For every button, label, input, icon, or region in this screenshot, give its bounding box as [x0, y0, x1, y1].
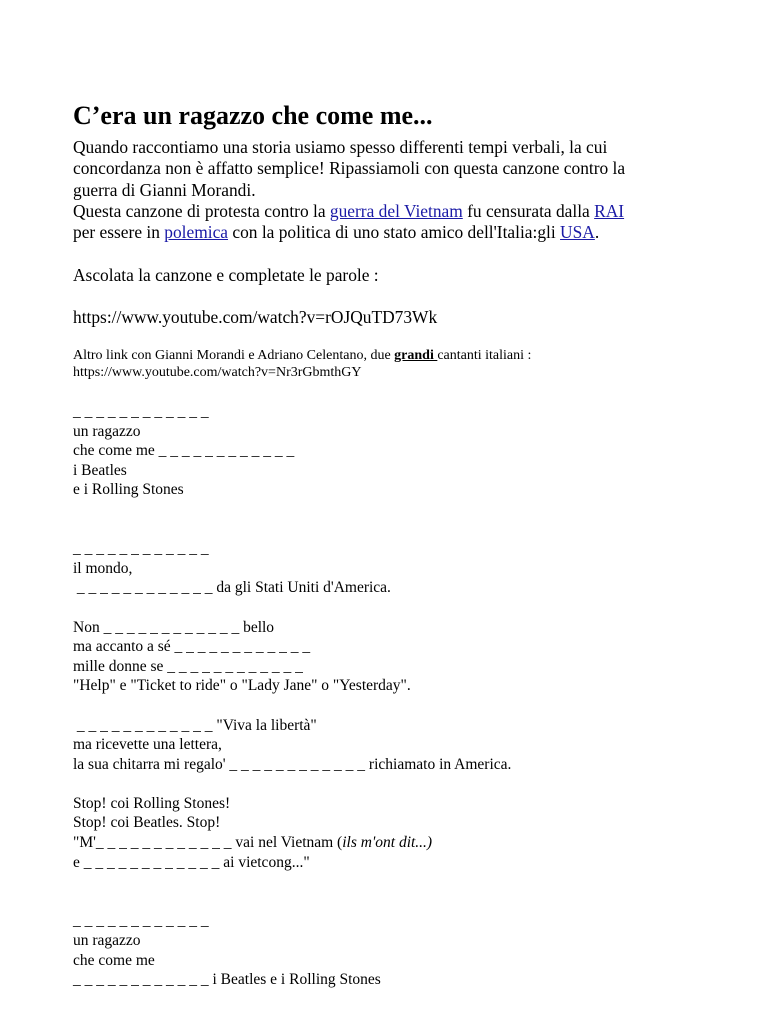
- spacer: [73, 774, 693, 794]
- spacer: [73, 243, 713, 264]
- spacer: [73, 872, 693, 892]
- lyric-line: un ragazzo: [73, 422, 141, 440]
- intro-text: con la politica di uno stato amico dell'Italia:gli: [228, 222, 561, 243]
- lyric-line: che come me _ _ _ _ _ _ _ _ _ _ _ _: [73, 442, 295, 460]
- lyric-line: _ _ _ _ _ _ _ _ _ _ _ _ i Beatles e i Rolling Stones: [73, 971, 381, 989]
- lyric-line: e _ _ _ _ _ _ _ _ _ _ _ _ ai vietcong...": [73, 853, 310, 871]
- page-title: C’era un ragazzo che come me...: [73, 101, 433, 130]
- lyrics-exercise: [73, 402, 693, 990]
- spacer: [73, 892, 693, 912]
- intro-line: [73, 201, 713, 222]
- lyric-line: ma ricevette una lettera,: [73, 736, 222, 754]
- lyric-line: _ _ _ _ _ _ _ _ _ _ _ _: [73, 912, 209, 930]
- intro-line: guerra di Gianni Morandi.: [73, 179, 256, 200]
- vietnam-war-link[interactable]: guerra del Vietnam: [329, 200, 463, 221]
- second-youtube-url: https://www.youtube.com/watch?v=Nr3rGbmthGY: [73, 365, 362, 380]
- note-text: cantanti italiani :: [437, 348, 532, 363]
- spacer: [73, 500, 693, 520]
- lyric-line: e i Rolling Stones: [73, 481, 184, 499]
- instruction-text: Ascolata la canzone e completate le parole :: [73, 264, 379, 285]
- lyric-line: il mondo,: [73, 559, 133, 577]
- intro-line: Quando raccontiamo una storia usiamo spesso differenti tempi verbali, la cui: [73, 137, 608, 157]
- lyric-line: che come me: [73, 951, 155, 969]
- lyric-line: _ _ _ _ _ _ _ _ _ _ _ _ da gli Stati Uniti d'America.: [73, 579, 391, 597]
- spacer: [73, 598, 693, 618]
- lyric-line: [73, 833, 693, 853]
- usa-link[interactable]: USA: [560, 222, 595, 243]
- spacer: [73, 520, 693, 540]
- intro-text: per essere in: [73, 222, 165, 243]
- lyric-text: "M'_ _ _ _ _ _ _ _ _ _ _ _ vai nel Vietnam (: [73, 834, 343, 852]
- intro-line: concordanza non è affatto semplice! Ripassiamoli con questa canzone contro la: [73, 158, 626, 179]
- lyric-line: Stop! coi Beatles. Stop!: [73, 814, 221, 832]
- lyric-line: _ _ _ _ _ _ _ _ _ _ _ _: [73, 403, 209, 420]
- rai-link[interactable]: RAI: [594, 200, 625, 221]
- extra-link-note: [73, 347, 693, 381]
- note-bold-word: grandi: [394, 348, 438, 363]
- youtube-url: https://www.youtube.com/watch?v=rOJQuTD73Wk: [73, 307, 438, 328]
- lyric-line: mille donne se _ _ _ _ _ _ _ _ _ _ _ _: [73, 657, 303, 675]
- intro-text: Questa canzone di protesta contro la: [73, 200, 330, 221]
- lyric-line: la sua chitarra mi regalo' _ _ _ _ _ _ _ _ _ _ _ _ richiamato in America.: [73, 755, 512, 773]
- spacer: [73, 696, 693, 716]
- polemica-link[interactable]: polemica: [164, 222, 229, 243]
- intro-text: fu censurata dalla: [462, 200, 595, 221]
- intro-text: .: [594, 222, 600, 243]
- lyric-line: un ragazzo: [73, 932, 141, 950]
- intro-section: [73, 137, 713, 329]
- note-line: [73, 347, 693, 364]
- intro-line: [73, 222, 713, 243]
- note-text: Altro link con Gianni Morandi e Adriano Celentano, due: [73, 348, 395, 363]
- lyric-line: i Beatles: [73, 461, 127, 479]
- lyric-line: "Help" e "Ticket to ride" o "Lady Jane" o "Yesterday".: [73, 677, 411, 695]
- lyric-line: ma accanto a sé _ _ _ _ _ _ _ _ _ _ _ _: [73, 638, 311, 656]
- lyric-italic-text: ils m'ont dit...): [342, 834, 433, 852]
- lyric-line: _ _ _ _ _ _ _ _ _ _ _ _ "Viva la libertà": [73, 716, 317, 734]
- lyric-line: Non _ _ _ _ _ _ _ _ _ _ _ _ bello: [73, 618, 275, 636]
- spacer: [73, 286, 713, 307]
- lyric-line: Stop! coi Rolling Stones!: [73, 794, 231, 812]
- lyric-line: _ _ _ _ _ _ _ _ _ _ _ _: [73, 540, 209, 558]
